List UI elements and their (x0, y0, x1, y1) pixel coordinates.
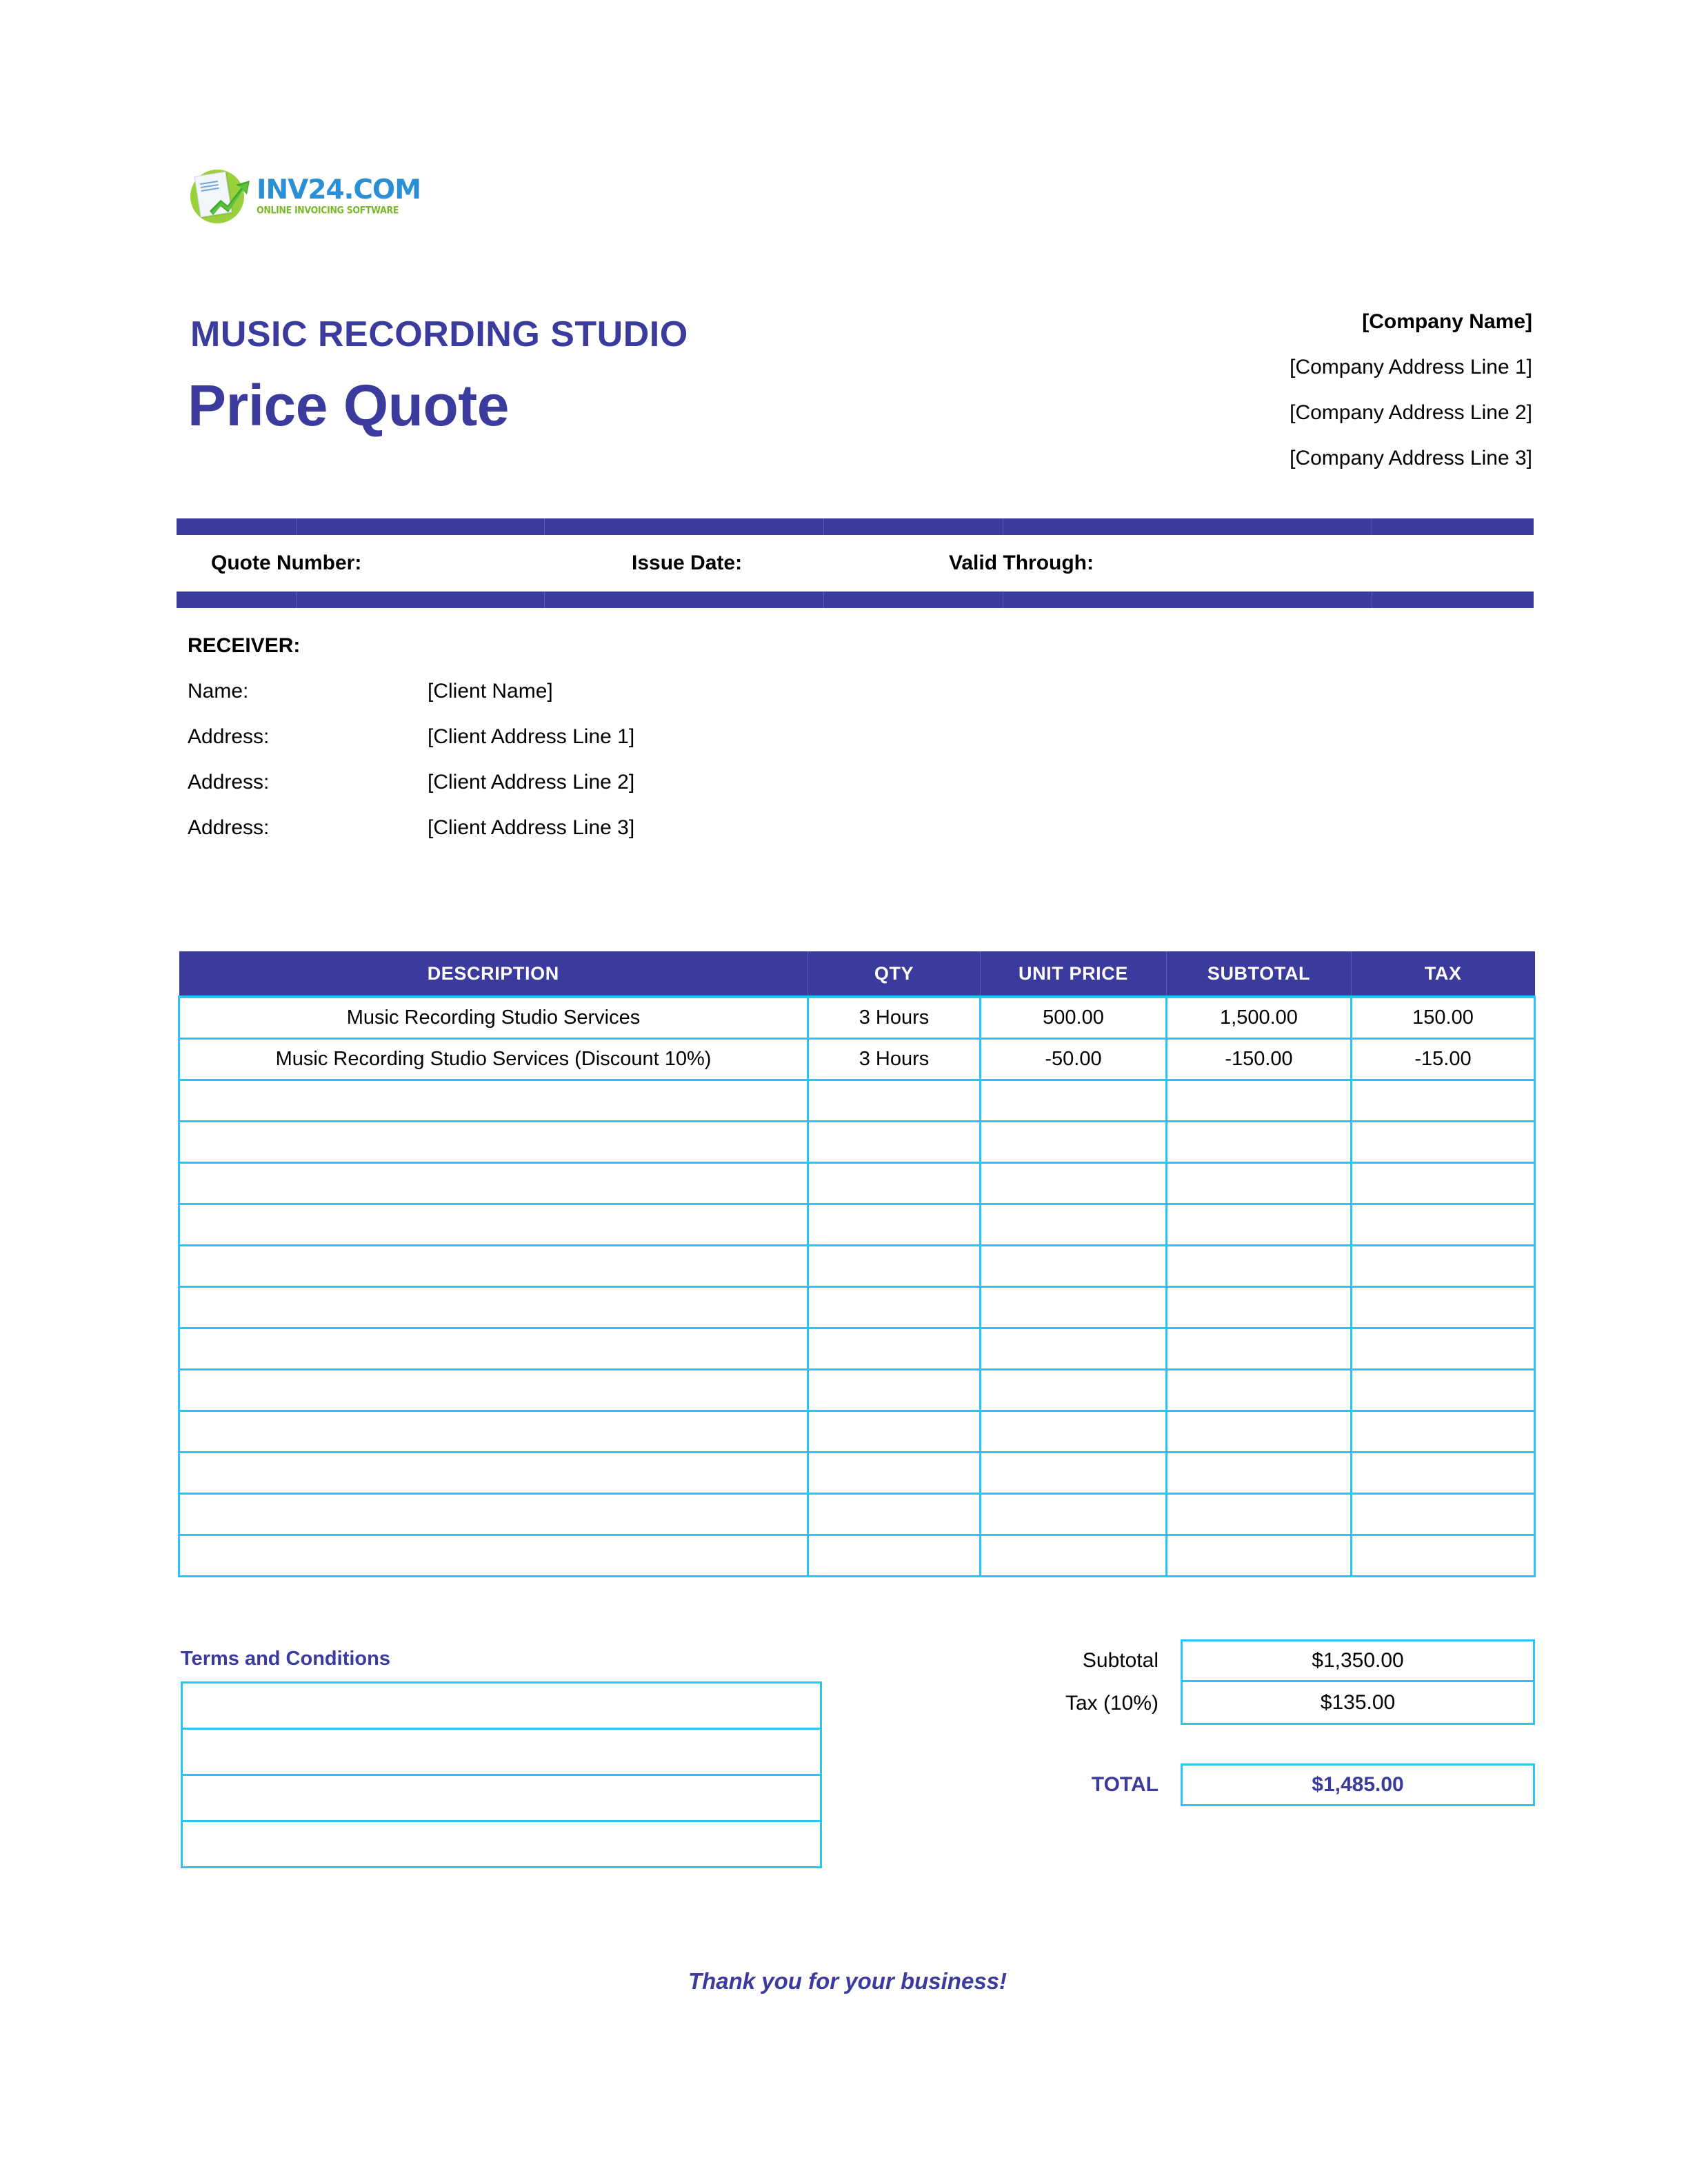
cell-unit_price[interactable] (981, 1410, 1167, 1452)
cell-qty[interactable] (808, 1162, 981, 1204)
cell-subtotal[interactable] (1167, 1121, 1352, 1162)
totals-row-subtotal (986, 1639, 1535, 1682)
company-name: [Company Name] (1362, 310, 1532, 333)
cell-subtotal[interactable] (1167, 1245, 1352, 1286)
cell-tax[interactable] (1352, 1410, 1535, 1452)
cell-qty[interactable] (808, 1535, 981, 1576)
table-row (179, 1328, 1535, 1369)
total-value: $1,485.00 (1181, 1763, 1535, 1806)
cell-tax[interactable] (1352, 1080, 1535, 1121)
receiver-row (188, 816, 946, 840)
terms-row[interactable] (182, 1821, 821, 1868)
cell-subtotal[interactable] (1167, 1493, 1352, 1535)
logo-tagline-text: ONLINE INVOICING SOFTWARE (257, 203, 399, 216)
table-row (179, 1452, 1535, 1493)
quote-number-label: Quote Number: (211, 552, 362, 574)
issue-date-label: Issue Date: (632, 552, 743, 574)
table-row (179, 1080, 1535, 1121)
cell-subtotal[interactable] (1167, 1162, 1352, 1204)
cell-qty[interactable] (808, 1369, 981, 1410)
cell-unit_price[interactable] (981, 1286, 1167, 1328)
cell-tax[interactable]: 150.00 (1352, 997, 1535, 1038)
tax-value: $135.00 (1181, 1682, 1535, 1725)
totals-row-grand-total (986, 1763, 1535, 1806)
terms-and-conditions-block (181, 1648, 822, 1868)
receiver-address-1-label: Address: (188, 725, 270, 748)
company-address-block (1050, 310, 1532, 492)
table-header-row (179, 951, 1535, 997)
cell-subtotal[interactable] (1167, 1286, 1352, 1328)
table-row (179, 1204, 1535, 1245)
logo-growth-arrow-icon (208, 176, 251, 216)
cell-unit_price[interactable] (981, 1369, 1167, 1410)
receiver-address-2-label: Address: (188, 771, 270, 793)
document-subject: MUSIC RECORDING STUDIO (190, 314, 688, 354)
cell-description[interactable] (179, 1080, 808, 1121)
column-header-unit-price: UNIT PRICE (981, 951, 1167, 997)
cell-unit_price[interactable]: 500.00 (981, 997, 1167, 1038)
cell-subtotal[interactable] (1167, 1452, 1352, 1493)
cell-qty[interactable] (808, 1493, 981, 1535)
cell-unit_price[interactable] (981, 1204, 1167, 1245)
table-row (179, 997, 1535, 1038)
cell-tax[interactable] (1352, 1162, 1535, 1204)
subtotal-value: $1,350.00 (1181, 1639, 1535, 1682)
cell-description[interactable] (179, 1204, 808, 1245)
cell-unit_price[interactable] (981, 1493, 1167, 1535)
terms-line[interactable] (182, 1683, 821, 1729)
cell-description[interactable] (179, 1245, 808, 1286)
cell-unit_price[interactable] (981, 1162, 1167, 1204)
cell-qty[interactable] (808, 1410, 981, 1452)
cell-subtotal[interactable] (1167, 1328, 1352, 1369)
table-row (179, 1038, 1535, 1080)
column-header-tax: TAX (1352, 951, 1535, 997)
page-title: Price Quote (188, 373, 509, 438)
logo-mark-icon (188, 165, 254, 225)
cell-unit_price[interactable] (981, 1452, 1167, 1493)
cell-tax[interactable] (1352, 1286, 1535, 1328)
company-address-line-3: [Company Address Line 3] (1290, 447, 1532, 469)
terms-title: Terms and Conditions (181, 1648, 390, 1670)
cell-qty[interactable] (808, 1121, 981, 1162)
cell-tax[interactable] (1352, 1328, 1535, 1369)
cell-qty[interactable]: 3 Hours (808, 1038, 981, 1080)
terms-input-box[interactable] (181, 1681, 822, 1868)
footer-thank-you-note: Thank you for your business! (688, 1968, 1007, 1994)
receiver-row (188, 725, 946, 749)
meta-bar-top-rule (177, 518, 1534, 535)
cell-subtotal[interactable] (1167, 1410, 1352, 1452)
cell-qty[interactable] (808, 1080, 981, 1121)
cell-description[interactable] (179, 1328, 808, 1369)
line-items-table (178, 951, 1536, 1577)
receiver-row (188, 680, 946, 703)
cell-qty[interactable] (808, 1286, 981, 1328)
cell-unit_price[interactable] (981, 1121, 1167, 1162)
cell-description[interactable] (179, 1493, 808, 1535)
cell-description[interactable] (179, 1121, 808, 1162)
company-address-line-2: [Company Address Line 2] (1290, 401, 1532, 424)
cell-subtotal[interactable] (1167, 1369, 1352, 1410)
terms-row[interactable] (182, 1729, 821, 1775)
receiver-address-3-label: Address: (188, 816, 270, 839)
column-header-qty: QTY (808, 951, 981, 997)
receiver-name-value: [Client Name] (428, 680, 553, 702)
cell-tax[interactable]: -15.00 (1352, 1038, 1535, 1080)
cell-tax[interactable] (1352, 1535, 1535, 1576)
cell-description[interactable] (179, 1162, 808, 1204)
totals-row-tax (986, 1682, 1535, 1725)
cell-tax[interactable] (1352, 1369, 1535, 1410)
tax-label: Tax (10%) (1065, 1692, 1159, 1715)
meta-bar-bottom-rule (177, 592, 1534, 608)
cell-subtotal[interactable] (1167, 1080, 1352, 1121)
cell-description[interactable] (179, 1369, 808, 1410)
cell-unit_price[interactable]: -50.00 (981, 1038, 1167, 1080)
table-row (179, 1410, 1535, 1452)
cell-qty[interactable] (808, 1204, 981, 1245)
cell-description[interactable] (179, 1286, 808, 1328)
table-row (179, 1245, 1535, 1286)
receiver-block (188, 634, 946, 862)
cell-unit_price[interactable] (981, 1245, 1167, 1286)
cell-qty[interactable] (808, 1328, 981, 1369)
cell-subtotal[interactable]: -150.00 (1167, 1038, 1352, 1080)
cell-tax[interactable] (1352, 1204, 1535, 1245)
quote-meta-bar (177, 518, 1534, 608)
cell-description[interactable] (179, 1535, 808, 1576)
receiver-address-2-value: [Client Address Line 2] (428, 771, 635, 793)
totals-block (986, 1639, 1535, 1806)
total-label: TOTAL (1091, 1773, 1159, 1796)
table-row (179, 1493, 1535, 1535)
cell-tax[interactable] (1352, 1493, 1535, 1535)
subtotal-label: Subtotal (1082, 1649, 1159, 1672)
receiver-name-label: Name: (188, 680, 249, 702)
cell-unit_price[interactable] (981, 1080, 1167, 1121)
terms-line[interactable] (182, 1775, 821, 1821)
cell-tax[interactable] (1352, 1452, 1535, 1493)
quote-meta-fields (177, 535, 1534, 592)
cell-tax[interactable] (1352, 1245, 1535, 1286)
cell-qty[interactable] (808, 1452, 981, 1493)
receiver-address-1-value: [Client Address Line 1] (428, 725, 635, 748)
cell-description[interactable] (179, 1410, 808, 1452)
table-row (179, 1369, 1535, 1410)
table-row (179, 1535, 1535, 1576)
valid-through-label: Valid Through: (949, 552, 1094, 574)
column-header-description: DESCRIPTION (179, 951, 808, 997)
logo-name-text: INV24.COM (257, 174, 421, 205)
receiver-row (188, 771, 946, 794)
terms-row[interactable] (182, 1775, 821, 1821)
cell-unit_price[interactable] (981, 1535, 1167, 1576)
cell-subtotal[interactable]: 1,500.00 (1167, 997, 1352, 1038)
terms-line[interactable] (182, 1821, 821, 1868)
line-items-body (179, 997, 1535, 1576)
cell-description[interactable]: Music Recording Studio Services (179, 997, 808, 1038)
receiver-address-3-value: [Client Address Line 3] (428, 816, 635, 839)
cell-qty[interactable] (808, 1245, 981, 1286)
receiver-heading: RECEIVER: (188, 634, 301, 657)
company-address-line-1: [Company Address Line 1] (1290, 356, 1532, 378)
column-header-subtotal: SUBTOTAL (1167, 951, 1352, 997)
cell-unit_price[interactable] (981, 1328, 1167, 1369)
table-row (179, 1162, 1535, 1204)
cell-description[interactable] (179, 1452, 808, 1493)
brand-logo (188, 164, 421, 226)
terms-line[interactable] (182, 1729, 821, 1775)
cell-subtotal[interactable] (1167, 1204, 1352, 1245)
cell-qty[interactable]: 3 Hours (808, 997, 981, 1038)
table-row (179, 1286, 1535, 1328)
table-row (179, 1121, 1535, 1162)
cell-tax[interactable] (1352, 1121, 1535, 1162)
terms-row[interactable] (182, 1683, 821, 1729)
cell-subtotal[interactable] (1167, 1535, 1352, 1576)
cell-description[interactable]: Music Recording Studio Services (Discount 10%) (179, 1038, 808, 1080)
logo-wordmark (257, 176, 421, 214)
